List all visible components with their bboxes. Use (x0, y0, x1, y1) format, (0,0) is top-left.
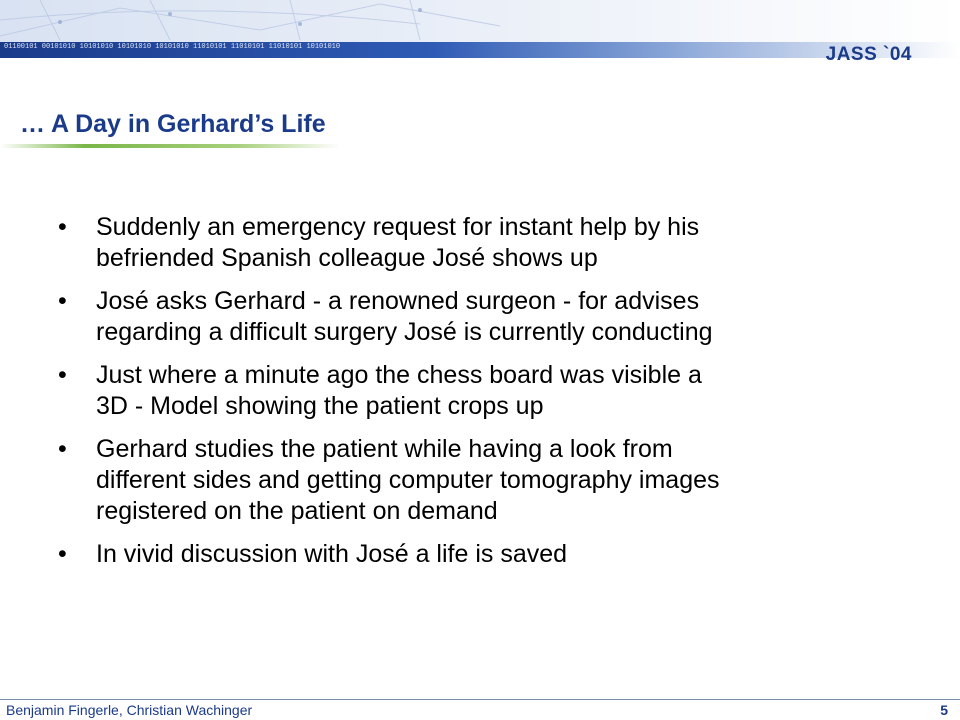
bullet-list (58, 212, 898, 582)
footer-divider (0, 699, 960, 700)
bullet-text: Gerhard studies the patient while having a look from (96, 435, 673, 463)
bullet-item (58, 434, 898, 527)
bullet-marker: • (58, 287, 67, 315)
footer-authors: Benjamin Fingerle, Christian Wachinger (6, 702, 253, 718)
page-number: 5 (940, 702, 948, 718)
bullet-text: befriended Spanish colleague José shows up (96, 244, 598, 272)
bullet-text: 3D - Model showing the patient crops up (96, 392, 544, 420)
bullet-marker: • (58, 213, 67, 241)
header-banner (0, 0, 960, 110)
bullet-text: registered on the patient on demand (96, 497, 498, 525)
title-underline (0, 142, 340, 150)
bullet-text: Suddenly an emergency request for instant help by his (96, 213, 700, 241)
bullet-marker: • (58, 361, 67, 389)
bullet-text: different sides and getting computer tomography images (96, 466, 720, 494)
bullet-marker: • (58, 435, 67, 463)
slide-title: … A Day in Gerhard’s Life (20, 110, 326, 138)
conference-label: JASS `04 (825, 44, 912, 65)
bullet-item (58, 539, 898, 570)
bullet-item (58, 360, 898, 422)
bullet-text: In vivid discussion with José a life is saved (96, 540, 568, 568)
bullet-item (58, 286, 898, 348)
bullet-item (58, 212, 898, 274)
bullet-marker: • (58, 540, 67, 568)
bullet-text: regarding a difficult surgery José is currently conducting (96, 318, 713, 346)
bullet-text: José asks Gerhard - a renowned surgeon - for advises (96, 287, 700, 315)
binary-strip-text: 01100101 00101010 10101010 10101010 10101010 11010101 11010101 11010101 10101010 (4, 43, 341, 51)
bullet-text: Just where a minute ago the chess board was visible a (96, 361, 702, 389)
